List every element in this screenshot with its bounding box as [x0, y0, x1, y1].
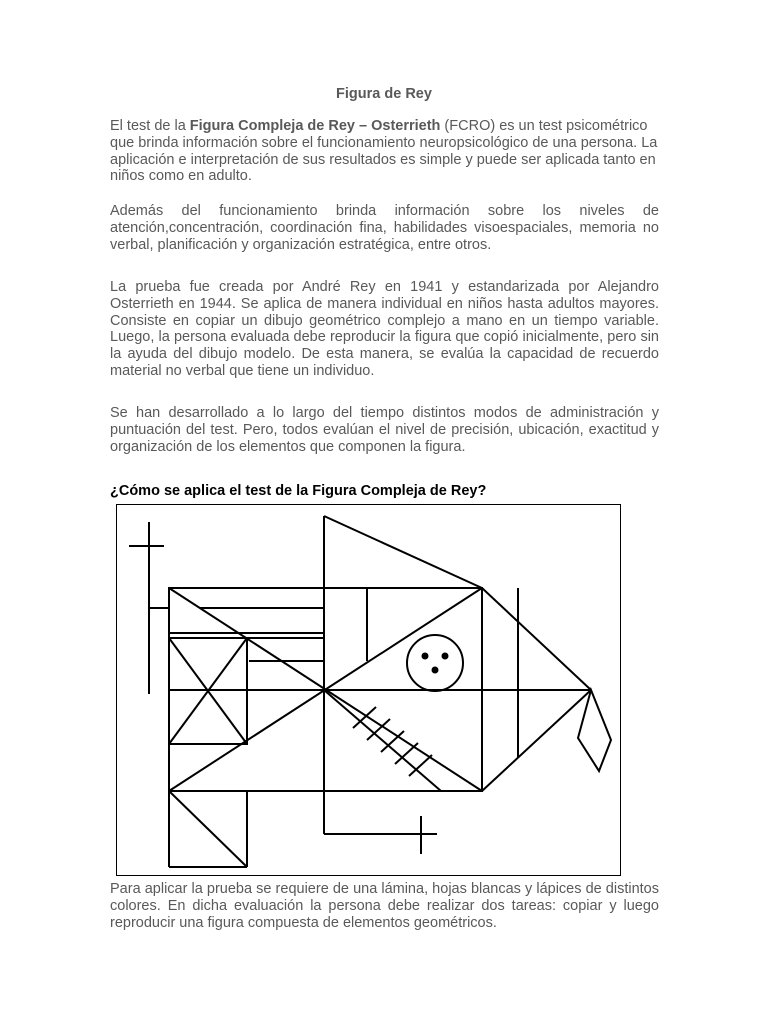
paragraph-info: Además del funcionamiento brinda información sobre los niveles de atención,concentración, coordinación fina, habilidades visoespaciales, memoria no verbal, planificación y organización estratégica, entre otros. [110, 203, 659, 253]
circle-dot-1 [423, 654, 428, 659]
right-triangle-lower [482, 690, 591, 791]
right-triangle-upper [482, 588, 591, 690]
paragraph-intro-text-b: (FCRO) es un test psicométrico que brinda información sobre el funcionamiento neuropsicológico de una persona. La aplicación e interpretación de sus resultados es simple y puede ser aplicada tanto en niños como en adulto. [110, 118, 658, 185]
page-title: Figura de Rey [336, 86, 432, 102]
paragraph-application: Para aplicar la prueba se requiere de una lámina, hojas blancas y lápices de distintos colores. En dicha evaluación la persona debe realizar dos tareas: copiar y luego reproducir una figura compuesta de elementos geométricos. [110, 881, 659, 931]
paragraph-history: La prueba fue creada por André Rey en 1941 y estandarizada por Alejandro Osterrieth en 1944. Se aplica de manera individual en niños hasta adultos mayores. Consiste en copiar un dibujo geométrico complejo a mano en un tiempo variable. Luego, la persona evaluada debe reproducir la figura que copió inicialmente, pero sin la ayuda del dibujo modelo. De esta manera, se evalúa la capacidad de recuerdo material no verbal que tiene un individuo. [110, 279, 659, 379]
section-subheading: ¿Cómo se aplica el test de la Figura Compleja de Rey? [110, 483, 487, 499]
rey-figure-drawing [117, 505, 622, 877]
circle-dot-3 [433, 668, 438, 673]
paragraph-scoring: Se han desarrollado a lo largo del tiempo distintos modos de administración y puntuación del test. Pero, todos evalúan el nivel de precisión, ubicación, exactitud y organización de los elementos que componen la figura. [110, 405, 659, 455]
apex-diamond [578, 690, 611, 771]
paragraph-intro-bold: Figura Compleja de Rey – Osterrieth [189, 118, 441, 134]
paragraph-intro [110, 118, 659, 185]
rey-complex-figure [116, 504, 621, 876]
circle-dot-2 [443, 654, 448, 659]
tick-diagonal [324, 690, 441, 791]
lower-left-diagonal [169, 791, 247, 867]
top-triangle-side [324, 516, 482, 588]
paragraph-intro-text-a: El test de la [110, 118, 190, 134]
circle-face [407, 635, 463, 691]
